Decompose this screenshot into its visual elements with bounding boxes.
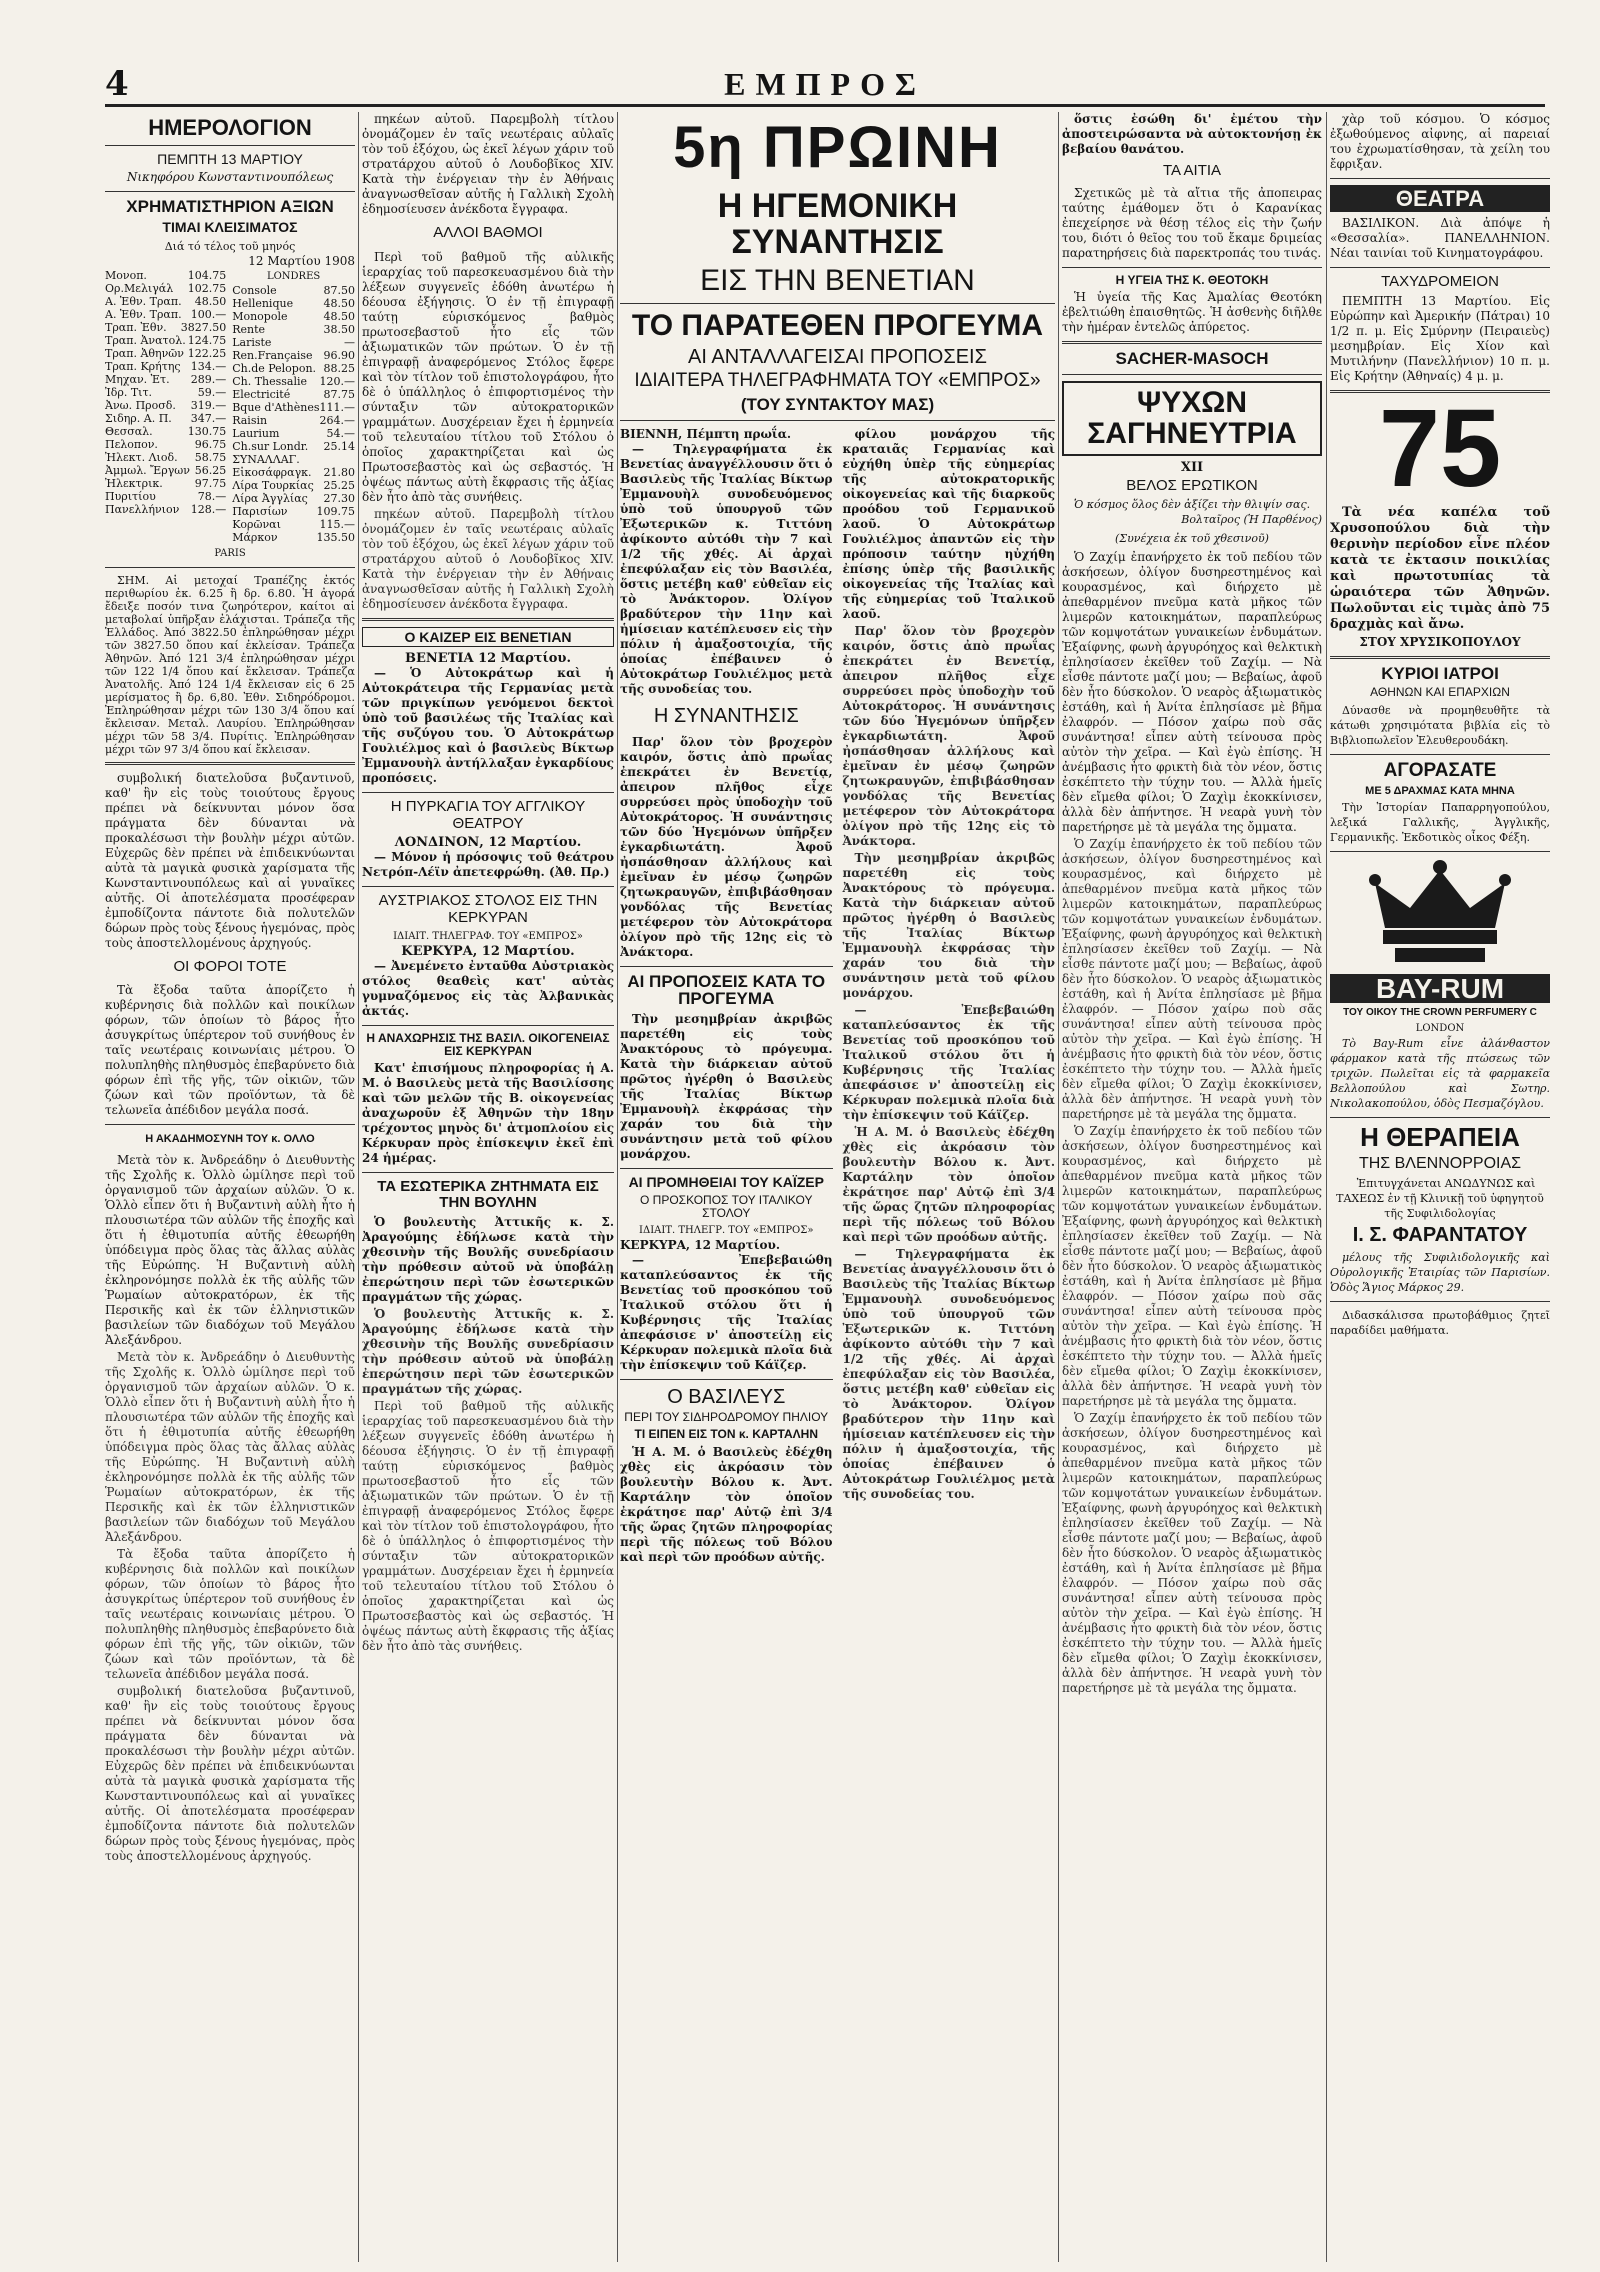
price-value: 97.75 (194, 476, 227, 490)
subhead-kaiser: Ο ΚΑΙΖΕΡ ΕΙΣ ΒΕΝΕΤΙΑΝ (362, 627, 614, 648)
article-text: Ἡ Α. Μ. ὁ Βασιλεὺς ἐδέχθη χθὲς εἰς ἀκρόασιν τὸν βουλευτὴν Βόλου κ. Ἀντ. Καρτάλην τὸν ὁποῖον ἐκράτησε παρ' Αὐτῷ ἐπὶ 3/4 τῆς ὥρας ζητῶν πληροφορίας περὶ τῆς πόλεως τοῦ Βόλου καὶ περὶ τῶν προόδων αὐτῆς. (620, 1445, 833, 1565)
price-label: Σιδηρ. Α. Π. (105, 411, 172, 425)
ad-hats-text: Τὰ νέα καπέλα τοῦ Χρυσοπούλου διὰ τὴν θερινὴν περίοδον εἶνε πλέον κατὰ τε ἐκτασιν ποικιλίας καὶ πρωτοτυπίας τὰ ὡραιότερα τῶν Ἀθηνῶν. Πωλοῦνται εἰς τιμὰς ἀπὸ 75 δραχμὰς καὶ ἄνω. (1330, 504, 1550, 632)
price-label: Raisin (232, 413, 268, 427)
novel-text: Ὁ Ζαχίμ ἐπανήρχετο ἐκ τοῦ πεδίου τῶν ἀσκήσεων, ὀλίγον δυσηρεστημένος καὶ κουρασμένος, καὶ διήρχετο μὲ ἀπεθαρμένον πνεῦμα κατὰ μῆκος τῶν λιμερῶν κατοικημάτων, παραπλεύρως τῶν κομψοτάτων γυναικείων ἐνδυμάτων. Ἐξαίφνης, φωνὴ ἀργυρόηχος καὶ θελκτικὴ ἐπλησίασεν ἐκεῖθεν τοῦ Ζαχίμ. — Νὰ εἶσθε πάντοτε μαζί μου; — Βεβαίως, ἀφοῦ δὲν ἦτο δύσκολον. Ὁ νεαρὸς ἀξιωματικὸς ἐστάθη, καὶ ἡ Ἀνίτα ἐπλησίασε μὲ βῆμα ἐλαφρόν. — Πόσον χαίρω ποὺ σᾶς συνάντησα! εἶπεν αὐτὴ τείνουσα πρὸς αὐτὸν τὴν χεῖρα. — Καὶ ἐγὼ ἐπίσης. Ἡ ἀνέμβασις ἦτο φρικτὴ διὰ τὸν νέον, ὅστις ἐσκέπτετο τὴν τύχην του. — Ἀλλὰ ἡμεῖς δὲν εἴμεθα φίλοι; Ὁ Ζαχὶμ ἐκοκκίνισεν, ἀλλὰ δὲν ἀπήντησε. Ἡ νεαρὰ γυνὴ τὸν παρετήρησε μὲ τὰ μεγάλα της ὄμματα. (1062, 837, 1322, 1122)
price-value: 38.50 (323, 322, 355, 336)
bay-rum-text: Τὸ Bay-Rum εἶνε ἀλάνθαστον φάρμακον κατὰ τῆς πτώσεως τῶν τριχῶν. Πωλεῖται εἰς τὰ φαρμακεῖα Βελλοπούλου καὶ Σωτηρ. Νικολακοπούλου, ὁδὸς Πεσμαζόγλου. (1330, 1037, 1550, 1111)
price-row (232, 414, 355, 427)
article-text: πηκέων αὐτοῦ. Παρεμβολὴ τίτλου ὀνομάζομεν ἐν ταῖς νεωτέραις αὐλαῖς τὸν τοῦ ἐξόχου, ὡς ἐκεῖ λέγων χάριν τοῦ στρατάρχου αὐτοῦ ὁ Λουδοβῖκος XIV. Κατὰ τὴν ἐνέργειαν τὴν ἐν Ἀθήναις ἀναγνωσθεῖσαν αὐτῆς ἡ Γαλλικὴ Σχολὴ ἐδημοσίευσεν ἀνέκδοτα ἔγγραφα. (362, 506, 614, 611)
price-value: 54.— (326, 426, 355, 440)
paris-label: PARIS (214, 547, 246, 559)
price-label: Bque d'Athènes (232, 400, 320, 414)
cure-title: Η ΘΕΡΑΠΕΙΑ (1360, 1122, 1520, 1153)
price-value: 27.30 (323, 491, 355, 505)
bay-rum-city: LONDON (1415, 1023, 1465, 1035)
kaiser-fleet-source: ΙΔΙΑΙΤ. ΤΗΛΕΓΡ. ΤΟΥ «ΕΜΠΡΟΣ» (639, 1225, 814, 1237)
price-value: 347.— (190, 411, 227, 425)
subhead-kaiser-fleet: ΑΙ ΠΡΟΜΗΘΕΙΑΙ ΤΟΥ ΚΑΪΖΕΡ (628, 1174, 824, 1191)
headline-correspondent: (ΤΟΥ ΣΥΝΤΑΚΤΟΥ ΜΑΣ) (740, 394, 935, 414)
price-row (105, 464, 226, 477)
edition-banner: 5η ΠΡΩΙΝΗ (673, 115, 1002, 180)
price-value: 124.75 (187, 333, 227, 347)
price-label: Κορῶναι (232, 517, 281, 531)
price-label: Μηχαν. Ἐτ. (105, 372, 170, 386)
exchange-notes: ΣΗΜ. Αἱ μετοχαί Τραπέζης ἐκτός περιθωρίου ἐκ. 6.25 ἢ δρ. 6.80. Ἡ ἀγορά ἔδειξε ποσόν τινα ζωηρότερον, καίτοι αἱ μεταβολαί ὑπῆρξαν ἐλάχισται. Τράπεζα τῆς Ἑλλάδος. Ἀπό 3822.50 ἐπληρώθησαν μέχρι τῶν 3827.50 ὅπου καί ἐκλείσαν. Τράπεζα Ἀθηνῶν. Ἀπό 121 3/4 ἐπληρώθησαν μέχρι τῶν 122 1/4 ὅπου καί ἔκλεισαν. Τράπεζα Ἀνατολῆς. Ἀπό 124 1/4 ἔκλεισαν εἰς 6 25 μερίσματος ἢ δρ. 6,80. Ἐθν. Σιδηρόδρομοι. Ἐπληρώθησαν μέχρι τῶν 130 3/4 ὅπου καί ἔκλεισαν. Μεταλ. Λαυρίου. Ἐπληρώθησαν μέχρι τῶν 58 3/4. Πυρίτις. Ἐπληρώθησαν μέχρι τῶν 97 3/4 ὅπου καί ἔκλεισαν. (105, 573, 355, 756)
page-number: 4 (105, 64, 129, 104)
price-label: Τραπ. Κρήτης (105, 359, 181, 373)
price-label: Λίρα Ἀγγλίας (232, 491, 308, 505)
kaiser-fleet-dateline: ΚΕΡΚΥΡΑ, 12 Μαρτίου. (620, 1238, 781, 1253)
price-row (105, 282, 226, 295)
article-text: — Τηλεγραφήματα ἐκ Βενετίας ἀναγγέλλουσιν ὅτι ὁ Βασιλεὺς τῆς Ἰταλίας Βίκτωρ Ἐμμανουὴλ συνοδευόμενος ὑπὸ τοῦ ὑπουργοῦ τῶν Ἐξωτερικῶν κ. Τιττόνη ἀφίκοντο αὐτόθι τὴν 7 καὶ 1/2 τῆς χθές. Αἱ ἀρχαὶ ἐπεφύλαξαν εἰς τὸν Βασιλέα, ὅστις μετέβη καθ' εὐθεῖαν εἰς τὸ Ἀνάκτορον. Ὀλίγον βραδύτερον τὴν 11ην καὶ ἡμίσειαν κατέπλευσεν εἰς τὴν πόλιν ἡ ἀμαξοστοιχία, τῆς ὁποίας ἐπέβαινεν ὁ Αὐτοκράτωρ Γουλιέλμος μετὰ τῆς συνοδείας του. (620, 441, 833, 696)
price-label: Ἀνω. Προσδ. (105, 398, 176, 412)
subhead-king: Ο ΒΑΣΙΛΕΥΣ (667, 1386, 786, 1409)
price-row (105, 295, 226, 308)
price-value: 134.— (190, 359, 227, 373)
novel-epigraph: Ὁ κόσμος ὅλος δὲν ἀξίζει τὴν θλιψίν σας. (1073, 498, 1311, 512)
price-label: Θεσσαλ. (105, 424, 153, 438)
article-text: Τὰ ἔξοδα ταῦτα ἀπορίζετο ἡ κυβέρνησις διὰ πολλῶν καὶ ποικίλων φόρων, τῶν ὁποίων τὸ βάρος ἦτο ἀσυγκρίτως ὑπέρτερον τοῦ συνήθους ἐν ταῖς νεωτέραις κοινωνίαις μέτρου. Ὁ πολυπληθὴς πληθυσμὸς ἐπεβαρύνετο διὰ φόρων ἐπὶ τῆς γῆς, τῶν οἰκιῶν, τῶν ζώων καὶ τῶν προϊόντων, τὰ δὲ τελωνεῖα ἀπέδιδον μεγάλα ποσά. (105, 983, 355, 1118)
price-row (105, 373, 226, 386)
page-header (105, 64, 1545, 107)
doctors-sub: ΑΘΗΝΩΝ ΚΑΙ ΕΠΑΡΧΙΩΝ (1370, 685, 1510, 700)
price-label: Εἰκοσάφραγκ. (232, 465, 312, 479)
novel-text: Ὁ Ζαχίμ ἐπανήρχετο ἐκ τοῦ πεδίου τῶν ἀσκήσεων, ὀλίγον δυσηρεστημένος καὶ κουρασμένος, καὶ διήρχετο μὲ ἀπεθαρμένον πνεῦμα κατὰ μῆκος τῶν λιμερῶν κατοικημάτων, παραπλεύρως τῶν κομψοτάτων γυναικείων ἐνδυμάτων. Ἐξαίφνης, φωνὴ ἀργυρόηχος καὶ θελκτικὴ ἐπλησίασεν ἐκεῖθεν τοῦ Ζαχίμ. — Νὰ εἶσθε πάντοτε μαζί μου; — Βεβαίως, ἀφοῦ δὲν ἦτο δύσκολον. Ὁ νεαρὸς ἀξιωματικὸς ἐστάθη, καὶ ἡ Ἀνίτα ἐπλησίασε μὲ βῆμα ἐλαφρόν. — Πόσον χαίρω ποὺ σᾶς συνάντησα! εἶπεν αὐτὴ τείνουσα πρὸς αὐτὸν τὴν χεῖρα. — Καὶ ἐγὼ ἐπίσης. Ἡ ἀνέμβασις ἦτο φρικτὴ διὰ τὸν νέον, ὅστις ἐσκέπτετο τὴν τύχην του. — Ἀλλὰ ἡμεῖς δὲν εἴμεθα φίλοι; Ὁ Ζαχὶμ ἐκοκκίνισεν, ἀλλὰ δὲν ἀπήντησε. Ἡ νεαρὰ γυνὴ τὸν παρετήρησε μὲ τὰ μεγάλα της ὄμματα. (1062, 1411, 1322, 1696)
prices-date: 12 Μαρτίου 1908 (248, 253, 355, 268)
novel-title: ΨΥΧΩΝ ΣΑΓΗΝΕΥΤΡΙΑ (1062, 381, 1322, 456)
chapter-title: ΒΕΛΟΣ ΕΡΩΤΙΚΟΝ (1126, 476, 1258, 494)
subhead-causes: ΤΑ ΑΙΤΙΑ (1162, 162, 1222, 179)
price-label: Πανελλήνιον (105, 502, 180, 516)
article-text: Περὶ τοῦ βαθμοῦ τῆς αὐλικῆς ἱεραρχίας τοῦ παρεσκευασμένου διὰ τὴν λέξεων συγγενεῖς ἐδόθη ἀνωτέρω ἡ δέουσα ἐξήγησις. Ὁ ἐν τῇ ἐπιγραφῇ ταύτῃ εὑρισκόμενος βαθμὸς πρωτοσεβαστοῦ ἦτο εἷς τῶν ἀξιωματικῶν τῶν πρώτων. Ὁ ἐν τῇ ἐπιγραφῇ ἀναφερόμενος Στόλος ἔφερε καὶ τὸν τίτλον τοῦ ἐπιστολογράφου, ἦτο δὲ ὁ ὑπάλληλος ὁ ἐπιφορτισμένος τὴν σύνταξιν τῶν αὐτοκρατορικῶν γραμμάτων. Δυσχέρειαν ἔχει ἡ ἑρμηνεία τοῦ τελευταίου τίτλου τοῦ Στόλου ὁ ὁποῖος χαρακτηρίζεται καὶ ὡς Πρωτοσεβαστὸς καὶ ὡς σεβαστός. Ἡ ὀψέως πάντως αὐτὴ ἔκφρασις τῆς ἀξίας δὲν ἦτο ἀπὸ τὰς συνήθεις. (362, 249, 614, 504)
price-row (105, 438, 226, 451)
price-value: 87.75 (323, 387, 355, 401)
article-text: συμβολική διατελοῦσα βυζαντινοῦ, καθ' ἣν εἰς τοὺς τοιούτους ἔργους πρέπει νὰ δείκνυνται μόνον ὅσα πράγματα δὲν δύνανται νὰ προκαλέσωσι τὴν βουλὴν μέχρι αὐτῶν. Εὐχερῶς δὲν πρέπει νὰ ἐπιδεικνύωνται αὐτὰ τὰ μαγικὰ φυσικὰ χαρίσματα τῆς Κωνσταντινουπόλεως καὶ αἱ γυναῖκες αὐτῆς. Οἱ ἀποτελέσματα προσέφεραν ἐμποδίζοντα πάντοτε διὰ πολυτελῶν δώρων πρὸς τοὺς ξένους ἡγεμόνας, πρὸς τοὺς ἀποστελλομένους ἀρχηγούς. (105, 1684, 355, 1864)
price-row (232, 427, 355, 440)
price-label: Τραπ. Ἀθηνῶν (105, 346, 184, 360)
price-label: Rente (232, 322, 266, 336)
article-text: Κατ' ἐπισήμους πληροφορίας ἡ Α. Μ. ὁ Βασιλεὺς μετὰ τῆς Βασιλίσσης καὶ τῶν μελῶν τῆς Β. οἰκογενείας ἀναχωροῦν ἐξ Ἀθηνῶν τὴν 18ην τρέχοντος μηνὸς δι' ἀτμοπλοίου εἰς Κέρκυραν πρὸς ἐπίσκεψιν ἐκεῖ ἐπὶ 24 ἡμέρας. (362, 1061, 614, 1166)
lead-dateline: ΒΙΕΝΝΗ, Πέμπτη πρωΐα. (620, 426, 792, 441)
exchange-title: ΧΡΗΜΑΤΙΣΤΗΡΙΟΝ ΑΞΙΩΝ (126, 197, 334, 217)
price-row (232, 310, 355, 323)
price-value: 135.50 (316, 530, 355, 544)
article-text: — Μόνον ἡ πρόσοψις τοῦ θεάτρου Νετρόπ-Λέϊν ἀπετεφρώθη. (Ἀθ. Πρ.) (362, 850, 614, 880)
subhead-fire: Η ΠΥΡΚΑΓΙΑ ΤΟΥ ΑΓΓΛΙΚΟΥ ΘΕΑΤΡΟΥ (390, 798, 586, 832)
lead-story (620, 427, 1055, 1568)
price-label: Πυριτίου (105, 489, 156, 503)
article-text: Τὴν μεσημβρίαν ἀκριβῶς παρετέθη εἰς τοὺς Ἀνακτόρους τὸ πρόγευμα. Κατὰ τὴν διάρκειαν αὐτοῦ πρῶτος ἠγέρθη ὁ Βασιλεὺς τῆς Ἰταλίας Βίκτωρ Ἐμμανουὴλ ἐκφράσας τὴν χαράν του διὰ τὴν συνάντησιν μετὰ τοῦ φίλου μονάρχου. (842, 850, 1055, 1000)
price-label: Μάρκον (232, 530, 278, 544)
price-row (105, 334, 226, 347)
subhead-grades: ΑΛΛΟΙ ΒΑΘΜΟΙ (433, 224, 543, 241)
price-value: 48.50 (323, 296, 355, 310)
buy-sub: ΜΕ 5 ΔΡΑΧΜΑΣ ΚΑΤΑ ΜΗΝΑ (1365, 784, 1515, 797)
price-value: 128.— (190, 502, 227, 516)
cure-text-2: μέλους τῆς Συφιλιδολογικῆς καὶ Οὐρολογικῆς Ἑταιρίας τῶν Παρισίων. Ὁδὸς Ἅγιος Μάρκος 29. (1330, 1250, 1550, 1294)
novel-chapter: XII (1180, 459, 1204, 475)
price-row (232, 440, 355, 453)
price-label: Τραπ. Ἀνατολ. (105, 333, 186, 347)
london-label: LONDRES (266, 270, 321, 282)
price-value: 111.— (319, 400, 355, 414)
price-label: Laurium (232, 426, 280, 440)
price-row (232, 518, 355, 531)
fleet-dateline: ΚΕΡΚΥΡΑ, 12 Μαρτίου. (401, 944, 575, 960)
price-label: Α. Ἐθν. Τραπ. (105, 307, 182, 321)
price-row (232, 492, 355, 505)
calendar-title: ΗΜΕΡΟΛΟΓΙΟΝ (148, 115, 312, 140)
price-row (105, 269, 226, 282)
price-label: Console (232, 283, 277, 297)
subhead-hearings: Η ΑΚΑΔΗΜΟΣΥΝΗ ΤΟΥ κ. ΟΛΛΟ (145, 1133, 315, 1146)
subhead-departure: Η ΑΝΑΧΩΡΗΣΙΣ ΤΗΣ ΒΑΣΙΛ. ΟΙΚΟΓΕΝΕΙΑΣ ΕΙΣ ΚΕΡΚΥΡΑΝ (366, 1031, 610, 1058)
column-divider (1326, 112, 1327, 2262)
subhead-king-3: ΤΙ ΕΙΠΕΝ ΕΙΣ ΤΟΝ κ. ΚΑΡΤΑΛΗΝ (634, 1427, 818, 1442)
price-label: Α. Ἐθν. Τραπ. (105, 294, 182, 308)
headline-lunch: ΤΟ ΠΑΡΑΤΕΘΕΝ ΠΡΟΓΕΥΜΑ (631, 309, 1044, 343)
calendar-date: ΠΕΜΠΤΗ 13 ΜΑΡΤΙΟΥ (157, 151, 303, 168)
cure-doctor: Ι. Σ. ΦΑΡΑΝΤΑΤΟΥ (1352, 1223, 1528, 1246)
article-text: Παρ' ὅλον τὸν βροχερὸν καιρόν, ὅστις ἀπὸ πρωΐας ἐπεκράτει ἐν Βενετίᾳ, ἀπειρον πλῆθος εἶχε συρρεύσει πρὸς ὑποδοχὴν τοῦ Αὐτοκράτορος. Ἡ συνάντησις τῶν δύο Ἡγεμόνων ὑπῆρξεν ἐγκαρδιωτάτη. Ἀφοῦ ἠσπάσθησαν ἀλλήλους καὶ ἐμεῖναν ἐν μέσῳ ζωηρῶν ζητωκραυγῶν, ἐπιβιβάσθησαν γονδόλας τῆς Βενετίας μετέφερον τὸν Αὐτοκράτορα ὀλίγον πρὸ τῆς 12ης εἰς τὸ Ἀνάκτορα. (620, 734, 833, 959)
article-text: — Ἐπεβεβαιώθη καταπλεύσαντος ἐκ τῆς Βενετίας τοῦ προσκόπου τοῦ Ἰταλικοῦ στόλου ὅτι ἡ Κυβέρνησις τῆς Ἰταλίας ἀπεφάσισε ν' ἀποστείλῃ εἰς Κέρκυραν πολεμικὰ πλοῖα διὰ τὴν ἐπίσκεψιν τοῦ Κάϊζερ. (620, 1253, 833, 1373)
price-value: 96.75 (194, 437, 227, 451)
price-row (105, 503, 226, 516)
price-row (232, 297, 355, 310)
epigraph-attribution: Βολταῖρος (Ἡ Παρθένος) (1181, 513, 1322, 527)
subhead-king-2: ΠΕΡΙ ΤΟΥ ΣΙΔΗΡΟΔΡΟΜΟΥ ΠΗΛΙΟΥ (624, 1410, 829, 1425)
cure-sub: ΤΗΣ ΒΛΕΝΝΟΡΡΟΙΑΣ (1358, 1155, 1522, 1173)
price-row (232, 284, 355, 297)
price-row (232, 479, 355, 492)
price-row (105, 321, 226, 334)
price-row (105, 412, 226, 425)
price-label: Lariste (232, 335, 272, 349)
subhead-health: Η ΥΓΕΙΑ ΤΗΣ Κ. ΘΕΟΤΟΚΗ (1115, 272, 1269, 287)
price-row (232, 349, 355, 362)
price-value: 87.50 (323, 283, 355, 297)
price-label: Ἠλεκτ. Λιοδ. (105, 450, 178, 464)
price-row (105, 360, 226, 373)
column-divider (358, 112, 359, 2262)
price-value: 59.— (197, 385, 227, 399)
article-text: — Ἐπεβεβαιώθη καταπλεύσαντος ἐκ τῆς Βενετίας τοῦ προσκόπου τοῦ Ἰταλικοῦ στόλου ὅτι ἡ Κυβέρνησις τῆς Ἰταλίας ἀπεφάσισε ν' ἀποστείλῃ εἰς Κέρκυραν πολεμικὰ πλοῖα διὰ τὴν ἐπίσκεψιν τοῦ Κάϊζερ. (842, 1002, 1055, 1122)
continued-note: (Συνέχεια ἐκ τοῦ χθεσινοῦ) (1115, 532, 1269, 546)
price-row (232, 505, 355, 518)
price-label: Ren.Française (232, 348, 313, 362)
headline-telegrams: ΙΔΙΑΙΤΕΡΑ ΤΗΛΕΓΡΑΦΗΜΑΤΑ ΤΟΥ «ΕΜΠΡΟΣ» (634, 369, 1041, 391)
masthead: ΕΜΠΡΟΣ (724, 66, 926, 102)
theatre-text: ΒΑΣΙΛΙΚΟΝ. Διὰ ἀπόψε ἡ «Θεσσαλία». ΠΑΝΕΛΛΗΝΙΟΝ. Νέαι ταινίαι τοῦ Κινηματογράφου. (1330, 216, 1550, 261)
article-text: ὅστις ἐσώθη δι' ἐμέτου τὴν ἀποστειρώσαντα νὰ αὐτοκτονήσῃ ἐκ βεβαίου θανάτου. (1062, 112, 1322, 156)
price-label: Τραπ. Ἐθν. (105, 320, 167, 334)
price-value: 289.— (190, 372, 227, 386)
price-label: Electricité (232, 387, 291, 401)
crown-icon (1355, 858, 1525, 968)
article-text: Ἡ ὑγεία τῆς Κας Ἀμαλίας Θεοτόκη ἐβελτιώθη ἐπαισθητῶς. Ἡ ἀσθενὴς διῆλθε τὴν ἡμέραν ἐντελῶς ἀπύρετος. (1062, 290, 1322, 335)
price-row (232, 401, 355, 414)
fleet-source: ΙΔΙΑΙΤ. ΤΗΛΕΓΡΑΦ. ΤΟΥ «ΕΜΠΡΟΣ» (393, 931, 583, 943)
article-text: Μετὰ τὸν κ. Ἀνδρεάδην ὁ Διευθυντὴς τῆς Σχολῆς κ. Ὁλλὸ ὡμίλησε περὶ τοῦ ὀργανισμοῦ τῶν ἀρχαίων αὐλῶν. Ὁ κ. Ὁλλὸ εἶπεν ὅτι ἡ Βυζαντινὴ αὐλὴ ἦτο ἡ πλουσιωτέρα τῶν αὐλῶν τῆς ἐποχῆς καὶ ὅτι ἡ ἐθιμοτυπία αὐτῆς ἐθεωρήθη ὑπόδειγμα πρὸς ὅλας τὰς ἄλλας αὐλὰς τῆς Εὐρώπης. Ἡ Βυζαντινὴ αὐλὴ ἐκληρονόμησε πολλὰ ἐκ τῆς αὐλῆς τῶν Ῥωμαίων αὐτοκρατόρων, ἐκ τῆς Περσικῆς καὶ ἐκ τῶν ἑλληνιστικῶν βασιλείων τῶν διαδόχων τοῦ Μεγάλου Ἀλεξάνδρου. (105, 1350, 355, 1545)
column-1 (105, 112, 355, 2262)
price-value: 48.50 (323, 309, 355, 323)
doctors-title: ΚΥΡΙΟΙ ΙΑΤΡΟΙ (1381, 663, 1499, 683)
price-value: 56.25 (194, 463, 227, 477)
article-text: — Τηλεγραφήματα ἐκ Βενετίας ἀναγγέλλουσιν ὅτι ὁ Βασιλεὺς τῆς Ἰταλίας Βίκτωρ Ἐμμανουὴλ συνοδευόμενος ὑπὸ τοῦ ὑπουργοῦ τῶν Ἐξωτερικῶν κ. Τιττόνη ἀφίκοντο αὐτόθι τὴν 7 καὶ 1/2 τῆς χθές. Αἱ ἀρχαὶ ἐπεφύλαξαν εἰς τὸν Βασιλέα, ὅστις μετέβη καθ' εὐθεῖαν εἰς τὸ Ἀνάκτορον. Ὀλίγον βραδύτερον τὴν 11ην καὶ ἡμίσειαν κατέπλευσεν εἰς τὴν πόλιν ἡ ἀμαξοστοιχία, τῆς ὁποίας ἐπέβαινεν ὁ Αὐτοκράτωρ Γουλιέλμος μετὰ τῆς συνοδείας του. (842, 1246, 1055, 1501)
price-row (105, 399, 226, 412)
subhead-fleet: ΑΥΣΤΡΙΑΚΟΣ ΣΤΟΛΟΣ ΕΙΣ ΤΗΝ ΚΕΡΚΥΡΑΝ (378, 892, 598, 926)
prices-sub: Διά τό τέλος τοῦ μηνός (164, 239, 296, 253)
column-3 (620, 112, 1055, 2262)
price-value: — (344, 335, 355, 349)
price-list-foreign (232, 284, 355, 544)
bay-rum-bottle-illustration (1355, 858, 1525, 968)
bay-rum-title: BAY-RUM (1330, 974, 1550, 1003)
price-value: 104.75 (187, 268, 227, 282)
price-row (232, 362, 355, 375)
article-text: συμβολική διατελοῦσα βυζαντινοῦ, καθ' ἣν εἰς τοὺς τοιούτους ἔργους πρέπει νὰ δείκνυνται μόνον ὅσα πράγματα δὲν δύνανται νὰ προκαλέσωσι τὴν βουλὴν μέχρι αὐτῶν. Εὐχερῶς δὲν πρέπει νὰ ἐπιδεικνύωνται αὐτὰ τὰ μαγικὰ φυσικὰ χαρίσματα τῆς Κωνσταντινουπόλεως καὶ αἱ γυναῖκες αὐτῆς. Οἱ ἀποτελέσματα προσέφεραν ἐμποδίζοντα πάντοτε διὰ πολυτελῶν δώρων πρὸς τοὺς ξένους ἡγεμόνας, πρὸς τοὺς ἀποστελλομένους ἀρχηγούς. (105, 770, 355, 950)
price-list-local (105, 269, 226, 544)
price-label: Λίρα Τουρκίας (232, 478, 314, 492)
price-label: Ch. Thessalie (232, 374, 308, 388)
price-value: 100.— (190, 307, 227, 321)
price-label: Παρισίων (232, 504, 288, 518)
price-row (105, 477, 226, 490)
novel-text: Ὁ Ζαχίμ ἐπανήρχετο ἐκ τοῦ πεδίου τῶν ἀσκήσεων, ὀλίγον δυσηρεστημένος καὶ κουρασμένος, καὶ διήρχετο μὲ ἀπεθαρμένον πνεῦμα κατὰ μῆκος τῶν λιμερῶν κατοικημάτων, παραπλεύρως τῶν κομψοτάτων γυναικείων ἐνδυμάτων. Ἐξαίφνης, φωνὴ ἀργυρόηχος καὶ θελκτικὴ ἐπλησίασεν ἐκεῖθεν τοῦ Ζαχίμ. — Νὰ εἶσθε πάντοτε μαζί μου; — Βεβαίως, ἀφοῦ δὲν ἦτο δύσκολον. Ὁ νεαρὸς ἀξιωματικὸς ἐστάθη, καὶ ἡ Ἀνίτα ἐπλησίασε μὲ βῆμα ἐλαφρόν. — Πόσον χαίρω ποὺ σᾶς συνάντησα! εἶπεν αὐτὴ τείνουσα πρὸς αὐτὸν τὴν χεῖρα. — Καὶ ἐγὼ ἐπίσης. Ἡ ἀνέμβασις ἦτο φρικτὴ διὰ τὸν νέον, ὅστις ἐσκέπτετο τὴν τύχην του. — Ἀλλὰ ἡμεῖς δὲν εἴμεθα φίλοι; Ὁ Ζαχὶμ ἐκοκκίνισεν, ἀλλὰ δὲν ἀπήντησε. Ἡ νεαρὰ γυνὴ τὸν παρετήρησε μὲ τὰ μεγάλα της ὄμματα. (1062, 1124, 1322, 1409)
subhead-kaiser-fleet-2: Ο ΠΡΟΣΚΟΠΟΣ ΤΟΥ ΙΤΑΛΙΚΟΥ ΣΤΟΛΟΥ (640, 1192, 813, 1221)
price-row (105, 347, 226, 360)
buy-title: ΑΓΟΡΑΣΑΤΕ (1383, 759, 1497, 781)
column-divider (1058, 112, 1059, 2262)
price-value: 115.— (319, 517, 355, 531)
price-row (105, 308, 226, 321)
novel-author: SACHER-MASOCH (1115, 349, 1269, 369)
price-row (232, 323, 355, 336)
price-table (105, 269, 355, 544)
price-value: 122.25 (187, 346, 227, 360)
price-label: Ch.de Pelopon. (232, 361, 317, 375)
buy-text: Τὴν Ἱστορίαν Παπαρρηγοπούλου, λεξικά Γαλλικῆς, Ἀγγλικῆς, Γερμανικῆς. Ἐκδοτικὸς οἶκος Φέξη. (1330, 800, 1550, 844)
price-label: Ἠλεκτρικ. (105, 476, 163, 490)
price-label: Μονοπ. (105, 268, 147, 282)
article-text: Σχετικῶς μὲ τὰ αἴτια τῆς ἀποπειρας ταύτης ἐμάθομεν ὅτι ὁ Καρανίκας ἐπεχείρησε νὰ θέσῃ τέλος εἰς τὴν ζωήν του, διότι ὁ θεῖος του τοῦ ἔκαμε δριμείας παρατηρήσεις διὰ παρεκτροπάς του τινάς. (1062, 185, 1322, 260)
article-text: — Ὁ Αὐτοκράτωρ καὶ ἡ Αὐτοκράτειρα τῆς Γερμανίας μετὰ τῶν πριγκίπων γενόμενοι δεκτοὶ ὑπὸ τοῦ βασιλέως τῆς Ἰταλίας καὶ τῆς συζύγου του. Ὁ Αὐτοκράτωρ Γουλιέλμος καὶ ὁ βασιλεὺς Βίκτωρ Ἐμμανουὴλ ἀντήλλαξαν ἐγκαρδίους προπόσεις. (362, 666, 614, 786)
price-value: 130.75 (187, 424, 227, 438)
price-row (232, 388, 355, 401)
price-value: 25.14 (323, 439, 355, 453)
cure-text: Ἐπιτυγχάνεται ΑΝΩΔΥΝΩΣ καὶ ΤΑΧΕΩΣ ἐν τῇ Κλινικῇ τοῦ ὑφηγητοῦ τῆς Συφιλιδολογίας (1336, 1176, 1544, 1220)
prices-title: ΤΙΜΑΙ ΚΛΕΙΣΙΜΑΤΟΣ (162, 219, 298, 236)
price-label: Hellenique (232, 296, 294, 310)
post-title: ΤΑΧΥΔΡΟΜΕΙΟΝ (1381, 273, 1499, 291)
ad-price-number: 75 (1378, 386, 1502, 510)
kaiser-dateline: ΒΕΝΕΤΙΑ 12 Μαρτίου. (405, 651, 571, 667)
price-value: 3827.50 (180, 320, 227, 334)
article-text: Ὁ βουλευτὴς Ἀττικῆς κ. Σ. Ἀραγούμης ἐδήλωσε κατὰ τὴν χθεσινὴν τῆς Βουλῆς συνεδρίασιν τὴν πρόθεσιν αὐτοῦ νὰ ὑποβάλῃ ἐπερώτησιν περὶ τῶν ἐσωτερικῶν πραγμάτων τῆς χώρας. (362, 1214, 614, 1304)
column-4 (1062, 112, 1322, 2262)
price-value: 96.90 (323, 348, 355, 362)
price-label: Ορ.Μελιγάλ (105, 281, 174, 295)
subhead-parliament: ΤΑ ΕΣΩΤΕΡΙΚΑ ΖΗΤΗΜΑΤΑ ΕΙΣ ΤΗΝ ΒΟΥΛΗΝ (377, 1178, 599, 1212)
column-divider (617, 112, 618, 2262)
price-label: Ἀμμωλ. Ἔργων (105, 463, 190, 477)
price-value: 25.25 (323, 478, 355, 492)
price-value: 58.75 (194, 450, 227, 464)
doctors-text: Δύνασθε νὰ προμηθευθῆτε τὰ κάτωθι χρησιμότατα βιβλία εἰς τὸ Βιβλιοπωλεῖον Ἐλευθερουδάκη. (1330, 703, 1550, 747)
post-text: ΠΕΜΠΤΗ 13 Μαρτίου. Εἰς Εὐρώπην καὶ Ἀμερικήν (Πάτραι) 10 1/2 π. μ. Εἰς Σμύρνην (Πειραιεὺς) μεσημβρίαν. Εἰς Χίον καὶ Μυτιλήνην (Πανελλήνιον) 10 π. μ. Εἰς Κρήτην (Ἀθηναίς) 4 μ. μ. (1330, 293, 1550, 383)
column-2 (362, 112, 614, 2262)
article-text: Ἡ Α. Μ. ὁ Βασιλεὺς ἐδέχθη χθὲς εἰς ἀκρόασιν τὸν βουλευτὴν Βόλου κ. Ἀντ. Καρτάλην τὸν ὁποῖον ἐκράτησε παρ' Αὐτῷ ἐπὶ 3/4 τῆς ὥρας ζητῶν πληροφορίας περὶ τῆς πόλεως τοῦ Βόλου καὶ περὶ τῶν προόδων αὐτῆς. (842, 1124, 1055, 1244)
headline-main: Η ΗΓΕΜΟΝΙΚΗ ΣΥΝΑΝΤΗΣΙΣ (717, 186, 958, 261)
price-value: 88.25 (323, 361, 355, 375)
fire-dateline: ΛΟΝΔΙΝΟΝ, 12 Μαρτίου. (394, 835, 582, 851)
price-row (232, 375, 355, 388)
subhead-meeting: Η ΣΥΝΑΝΤΗΣΙΣ (653, 704, 799, 727)
price-value: 319.— (190, 398, 227, 412)
price-row (232, 466, 355, 479)
calendar-saint: Νικηφόρου Κωνσταντινουπόλεως (126, 170, 334, 185)
price-label: Ἰδρ. Τιτ. (105, 385, 153, 399)
price-row (105, 425, 226, 438)
price-value: 102.75 (187, 281, 227, 295)
price-row (105, 490, 226, 503)
price-row (232, 336, 355, 349)
article-text: — Ἀνεμένετο ἐνταῦθα Αὐστριακὸς στόλος θεαθεὶς κατ' αὐτὰς γυμναζόμενος εἰς τὰς Ἀλβανικὰς ἀκτάς. (362, 959, 614, 1019)
price-label: Ch.sur Londr. (232, 439, 309, 453)
price-label: Monopole (232, 309, 288, 323)
price-row (232, 453, 355, 466)
price-label: ΣΥΝΑΛΛΑΓ. (232, 452, 300, 466)
price-row (105, 386, 226, 399)
subhead-toasts: ΑΙ ΠΡΟΠΟΣΕΙΣ ΚΑΤΑ ΤΟ ΠΡΟΓΕΥΜΑ (627, 971, 826, 1009)
column-5 (1330, 112, 1550, 2262)
article-text: Μετὰ τὸν κ. Ἀνδρεάδην ὁ Διευθυντὴς τῆς Σχολῆς κ. Ὁλλὸ ὡμίλησε περὶ τοῦ ὀργανισμοῦ τῶν ἀρχαίων αὐλῶν. Ὁ κ. Ὁλλὸ εἶπεν ὅτι ἡ Βυζαντινὴ αὐλὴ ἦτο ἡ πλουσιωτέρα τῶν αὐλῶν τῆς ἐποχῆς καὶ ὅτι ἡ ἐθιμοτυπία αὐτῆς ἐθεωρήθη ὑπόδειγμα πρὸς ὅλας τὰς ἄλλας αὐλὰς τῆς Εὐρώπης. Ἡ Βυζαντινὴ αὐλὴ ἐκληρονόμησε πολλὰ ἐκ τῆς αὐλῆς τῶν Ῥωμαίων αὐτοκρατόρων, ἐκ τῆς Περσικῆς καὶ ἐκ τῶν ἑλληνιστικῶν βασιλείων τῶν διαδόχων τοῦ Μεγάλου Ἀλεξάνδρου. (105, 1153, 355, 1348)
price-value: 120.— (319, 374, 355, 388)
theatre-title: ΘΕΑΤΡΑ (1330, 185, 1550, 212)
price-label: Πελοπον. (105, 437, 158, 451)
article-text: χὰρ τοῦ κόσμου. Ὁ κόσμος ἐξωθούμενος αἰφνης, αἱ παρειαί του ἐχρωματίσθησαν, τὰ χείλη του ἔφριξαν. (1330, 112, 1550, 171)
classified-text: Διδασκάλισσα πρωτοβάθμιος ζητεῖ παραδίδει μαθήματα. (1330, 1308, 1550, 1337)
article-text: Τὰ ἔξοδα ταῦτα ἀπορίζετο ἡ κυβέρνησις διὰ πολλῶν καὶ ποικίλων φόρων, τῶν ὁποίων τὸ βάρος ἦτο ἀσυγκρίτως ὑπέρτερον τοῦ συνήθους ἐν ταῖς νεωτέραις κοινωνίαις μέτρου. Ὁ πολυπληθὴς πληθυσμὸς ἐπεβαρύνετο διὰ φόρων ἐπὶ τῆς γῆς, τῶν οἰκιῶν, τῶν ζώων καὶ τῶν προϊόντων, τὰ δὲ τελωνεῖα ἀπέδιδον μεγάλα ποσά. (105, 1547, 355, 1682)
price-value: 109.75 (316, 504, 355, 518)
article-text: Τὴν μεσημβρίαν ἀκριβῶς παρετέθη εἰς τοὺς Ἀνακτόρους τὸ πρόγευμα. Κατὰ τὴν διάρκειαν αὐτοῦ πρῶτος ἠγέρθη ὁ Βασιλεὺς τῆς Ἰταλίας Βίκτωρ Ἐμμανουὴλ ἐκφράσας τὴν χαράν του διὰ τὴν συνάντησιν μετὰ τοῦ φίλου μονάρχου. (620, 1012, 833, 1162)
bay-rum-sub: ΤΟΥ ΟΙΚΟΥ THE CROWN PERFUMERY C (1343, 1007, 1537, 1019)
article-text: πηκέων αὐτοῦ. Παρεμβολὴ τίτλου ὀνομάζομεν ἐν ταῖς νεωτέραις αὐλαῖς τὸν τοῦ ἐξόχου, ὡς ἐκεῖ λέγων χάριν τοῦ στρατάρχου αὐτοῦ ὁ Λουδοβῖκος XIV. Κατὰ τὴν ἐνέργειαν τὴν ἐν Ἀθήναις ἀναγνωσθεῖσαν αὐτῆς ἡ Γαλλικὴ Σχολὴ ἐδημοσίευσεν ἀνέκδοτα ἔγγραφα. (362, 112, 614, 216)
article-text: Ὁ βουλευτὴς Ἀττικῆς κ. Σ. Ἀραγούμης ἐδήλωσε κατὰ τὴν χθεσινὴν τῆς Βουλῆς συνεδρίασιν τὴν πρόθεσιν αὐτοῦ νὰ ὑποβάλῃ ἐπερώτησιν περὶ τῶν ἐσωτερικῶν πραγμάτων τῆς χώρας. (362, 1306, 614, 1396)
headline-venice: ΕΙΣ ΤΗΝ ΒΕΝΕΤΙΑΝ (700, 264, 975, 298)
price-row (105, 451, 226, 464)
price-row (232, 531, 355, 544)
subhead-taxes: ΟΙ ΦΟΡΟΙ ΤΟΤΕ (173, 957, 287, 975)
headline-toasts: ΑΙ ΑΝΤΑΛΛΑΓΕΙΣΑΙ ΠΡΟΠΟΣΕΙΣ (688, 345, 987, 368)
price-value: 264.— (319, 413, 355, 427)
novel-text: Ὁ Ζαχίμ ἐπανήρχετο ἐκ τοῦ πεδίου τῶν ἀσκήσεων, ὀλίγον δυσηρεστημένος καὶ κουρασμένος, καὶ διήρχετο μὲ ἀπεθαρμένον πνεῦμα κατὰ μῆκος τῶν λιμερῶν κατοικημάτων, παραπλεύρως τῶν κομψοτάτων γυναικείων ἐνδυμάτων. Ἐξαίφνης, φωνὴ ἀργυρόηχος καὶ θελκτικὴ ἐπλησίασεν ἐκεῖθεν τοῦ Ζαχίμ. — Νὰ εἶσθε πάντοτε μαζί μου; — Βεβαίως, ἀφοῦ δὲν ἦτο δύσκολον. Ὁ νεαρὸς ἀξιωματικὸς ἐστάθη, καὶ ἡ Ἀνίτα ἐπλησίασε μὲ βῆμα ἐλαφρόν. — Πόσον χαίρω ποὺ σᾶς συνάντησα! εἶπεν αὐτὴ τείνουσα πρὸς αὐτὸν τὴν χεῖρα. — Καὶ ἐγὼ ἐπίσης. Ἡ ἀνέμβασις ἦτο φρικτὴ διὰ τὸν νέον, ὅστις ἐσκέπτετο τὴν τύχην του. — Ἀλλὰ ἡμεῖς δὲν εἴμεθα φίλοι; Ὁ Ζαχὶμ ἐκοκκίνισεν, ἀλλὰ δὲν ἀπήντησε. Ἡ νεαρὰ γυνὴ τὸν παρετήρησε μὲ τὰ μεγάλα της ὄμματα. (1062, 550, 1322, 835)
price-value: 21.80 (323, 465, 355, 479)
ad-hats-shop: ΣΤΟΥ ΧΡΥΣΙΚΟΠΟΥΛΟΥ (1359, 634, 1521, 649)
article-text: Περὶ τοῦ βαθμοῦ τῆς αὐλικῆς ἱεραρχίας τοῦ παρεσκευασμένου διὰ τὴν λέξεων συγγενεῖς ἐδόθη ἀνωτέρω ἡ δέουσα ἐξήγησις. Ὁ ἐν τῇ ἐπιγραφῇ ταύτῃ εὑρισκόμενος βαθμὸς πρωτοσεβαστοῦ ἦτο εἷς τῶν ἀξιωματικῶν τῶν πρώτων. Ὁ ἐν τῇ ἐπιγραφῇ ἀναφερόμενος Στόλος ἔφερε καὶ τὸν τίτλον τοῦ ἐπιστολογράφου, ἦτο δὲ ὁ ὑπάλληλος ὁ ἐπιφορτισμένος τὴν σύνταξιν τῶν αὐτοκρατορικῶν γραμμάτων. Δυσχέρειαν ἔχει ἡ ἑρμηνεία τοῦ τελευταίου τίτλου τοῦ Στόλου ὁ ὁποῖος χαρακτηρίζεται καὶ ὡς Πρωτοσεβαστὸς καὶ ὡς σεβαστός. Ἡ ὀψέως πάντως αὐτὴ ἔκφρασις τῆς ἀξίας δὲν ἦτο ἀπὸ τὰς συνήθεις. (362, 1398, 614, 1653)
price-value: 48.50 (194, 294, 227, 308)
article-text: Παρ' ὅλον τὸν βροχερὸν καιρόν, ὅστις ἀπὸ πρωΐας ἐπεκράτει ἐν Βενετίᾳ, ἀπειρον πλῆθος εἶχε συρρεύσει πρὸς ὑποδοχὴν τοῦ Αὐτοκράτορος. Ἡ συνάντησις τῶν δύο Ἡγεμόνων ὑπῆρξεν ἐγκαρδιωτάτη. Ἀφοῦ ἠσπάσθησαν ἀλλήλους καὶ ἐμεῖναν ἐν μέσῳ ζωηρῶν ζητωκραυγῶν, ἐπιβιβάσθησαν γονδόλας τῆς Βενετίας μετέφερον τὸν Αὐτοκράτορα ὀλίγον πρὸ τῆς 12ης εἰς τὸ Ἀνάκτορα. (842, 623, 1055, 848)
article-text: φίλου μονάρχου τῆς κραταιᾶς Γερμανίας καὶ εὐχήθη ὑπὲρ τῆς εὐημερίας τῆς αὐτοκρατορικῆς οἰκογενείας καὶ τῆς διαρκοῦς προόδου τοῦ Γερμανικοῦ λαοῦ. Ὁ Αὐτοκράτωρ Γουλιέλμος ἀπαντῶν εἰς τὴν πρόποσιν ταύτην ηὐχήθη ἐπίσης ὑπὲρ τῆς βασιλικῆς οἰκογενείας τῆς Ἰταλίας καὶ τῆς εὐημερίας τοῦ Ἰταλικοῦ λαοῦ. (842, 426, 1055, 621)
price-value: 78.— (197, 489, 227, 503)
